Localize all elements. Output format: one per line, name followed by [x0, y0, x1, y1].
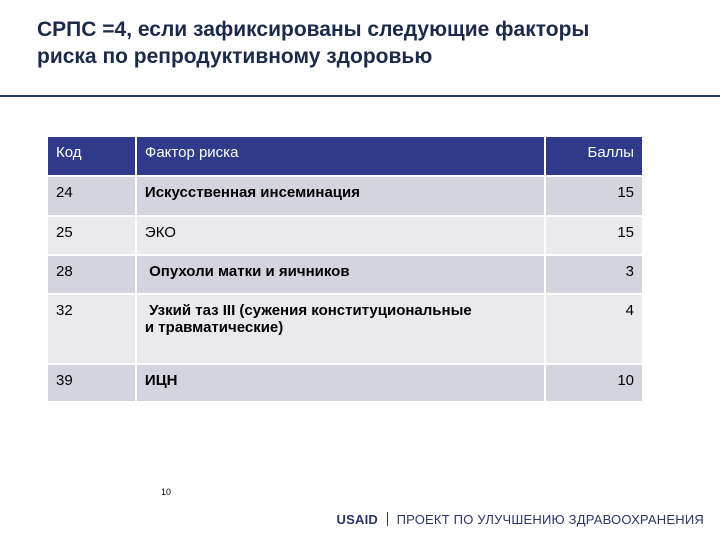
cell-code: 25: [48, 217, 137, 256]
cell-factor: ЭКО: [137, 217, 546, 256]
cell-factor-line-2: и травматические): [144, 319, 284, 336]
header-factor: Фактор риска: [137, 137, 546, 177]
table-row: [48, 295, 642, 365]
table-row: [48, 217, 642, 256]
table-row: [48, 365, 642, 403]
title-divider: [0, 95, 720, 97]
table-row: [48, 177, 642, 217]
cell-code: 28: [48, 256, 137, 295]
header-code: Код: [48, 137, 137, 177]
cell-factor: ИЦН: [137, 365, 546, 403]
slide-title-line-2: риска по репродуктивному здоровью: [37, 45, 433, 68]
cell-factor: [137, 295, 546, 365]
cell-points: 3: [546, 256, 642, 295]
footer-project: ПРОЕКТ ПО УЛУЧШЕНИЮ ЗДРАВООХРАНЕНИЯ: [396, 512, 704, 527]
slide-title-line-1: СРПС =4, если зафиксированы следующие факторы: [37, 18, 590, 41]
cell-factor-line-1: Узкий таз III (сужения конституциональные: [144, 302, 472, 319]
cell-code: 24: [48, 177, 137, 217]
footer-branding: [337, 512, 704, 527]
cell-code: 39: [48, 365, 137, 403]
header-points: Баллы: [546, 137, 642, 177]
cell-points: 15: [546, 177, 642, 217]
cell-factor: Опухоли матки и яичников: [137, 256, 546, 295]
page-number: 10: [161, 487, 172, 497]
footer-brand: USAID: [336, 512, 378, 527]
cell-factor: Искусственная инсеминация: [137, 177, 546, 217]
footer-separator: [387, 512, 388, 526]
cell-points: 4: [546, 295, 642, 365]
risk-factors-table: [48, 137, 642, 403]
table-header-row: [48, 137, 642, 177]
cell-code: 32: [48, 295, 137, 365]
table-row: [48, 256, 642, 295]
cell-points: 10: [546, 365, 642, 403]
cell-points: 15: [546, 217, 642, 256]
slide-title: [37, 16, 687, 70]
